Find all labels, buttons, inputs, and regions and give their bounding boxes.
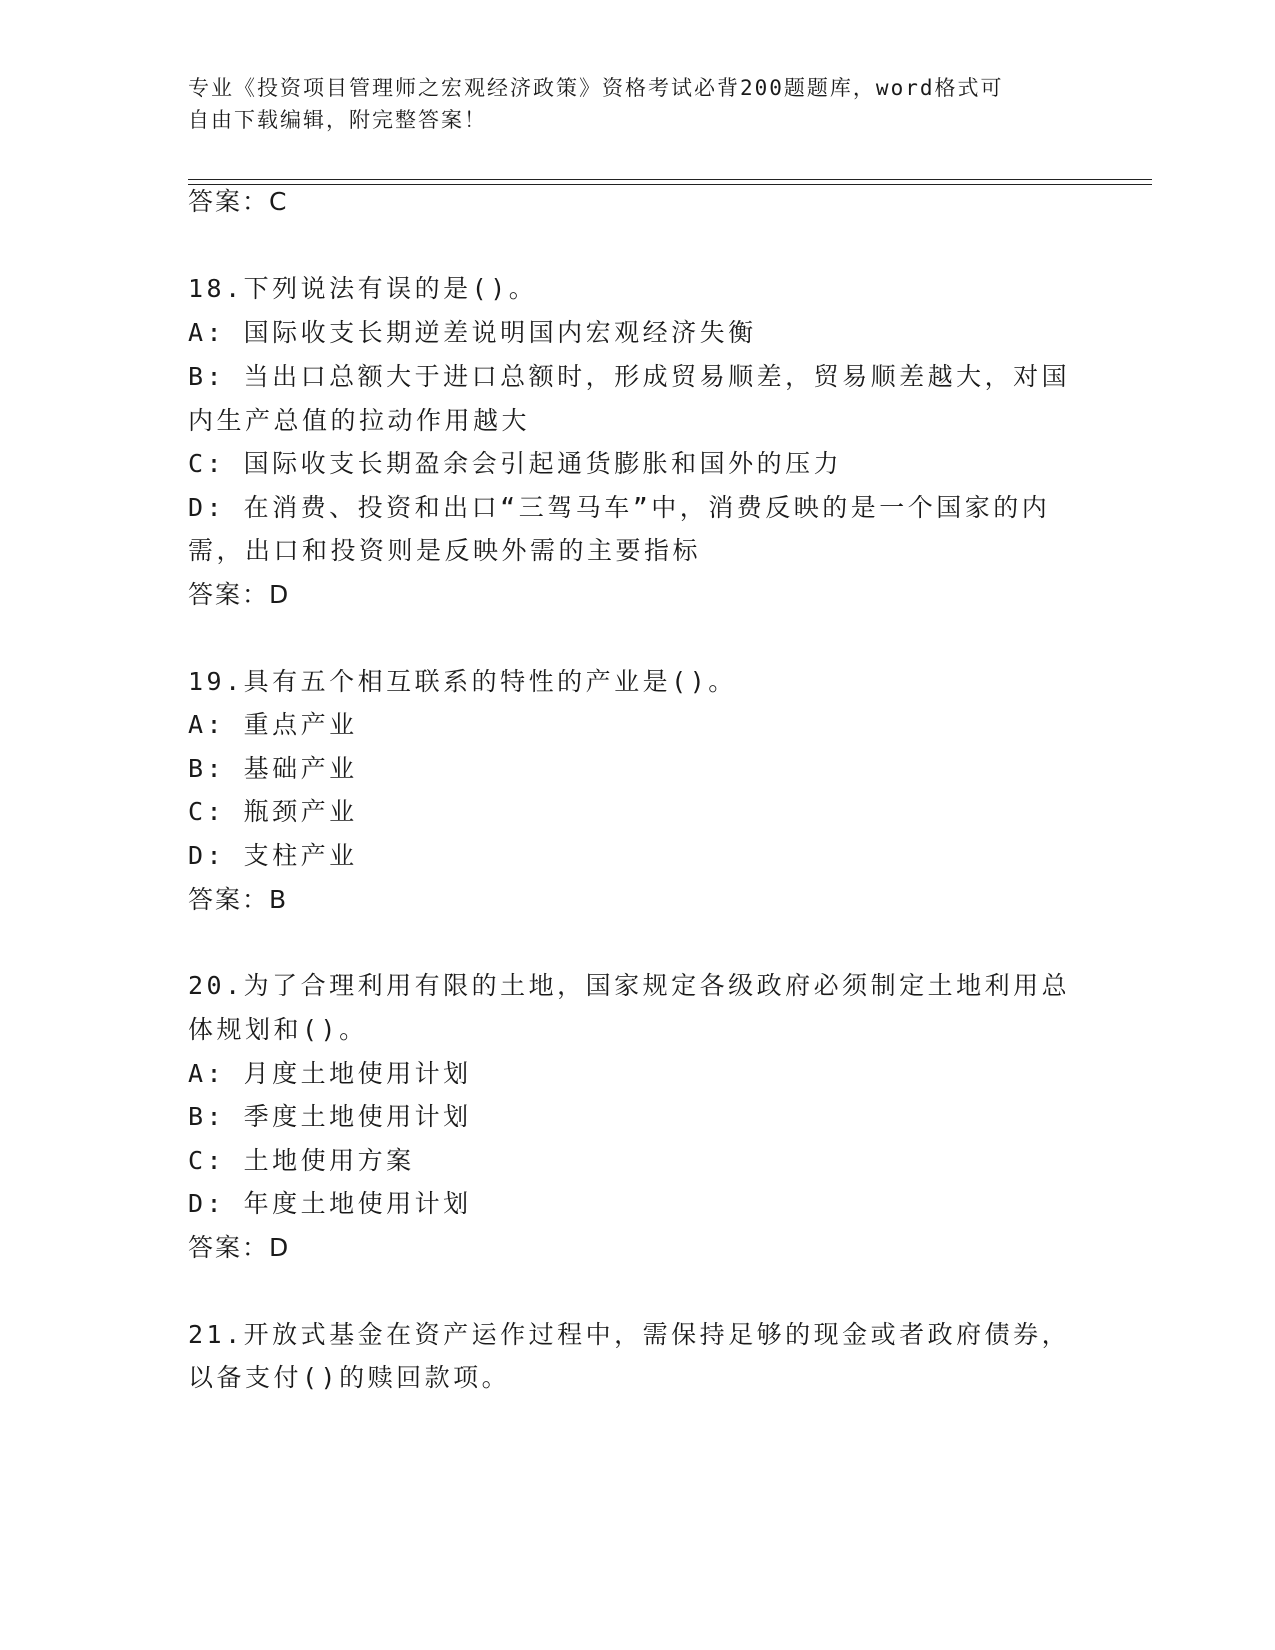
header-line-1: 专业《投资项目管理师之宏观经济政策》资格考试必背200题题库，word格式可 [188,76,1004,100]
q18-option-c: C: 国际收支长期盈余会引起通货膨胀和国外的压力 [188,449,843,478]
q18-option-b-line2: 内生产总值的拉动作用越大 [188,406,531,435]
header-divider-bottom [188,184,1152,185]
q18-option-d-line2: 需，出口和投资则是反映外需的主要指标 [188,536,702,565]
q20-option-d: D: 年度土地使用计划 [188,1189,472,1218]
q20-option-c: C: 土地使用方案 [188,1146,415,1175]
q18-answer: 答案：D [188,580,291,609]
q18-stem: 18.下列说法有误的是()。 [188,274,538,303]
q19-answer: 答案：B [188,885,289,914]
q19-option-a: A: 重点产业 [188,710,358,739]
q18-option-d-line1: D: 在消费、投资和出口“三驾马车”中，消费反映的是一个国家的内 [188,493,1051,522]
q19-option-b: B: 基础产业 [188,754,358,783]
q20-stem-line2: 体规划和()。 [188,1015,368,1044]
q18-option-a: A: 国际收支长期逆差说明国内宏观经济失衡 [188,318,757,347]
q19-option-d: D: 支柱产业 [188,841,358,870]
header-divider-top [188,179,1152,180]
q19-option-c: C: 瓶颈产业 [188,797,358,826]
q20-stem-line1: 20.为了合理利用有限的土地，国家规定各级政府必须制定土地利用总 [188,971,1071,1000]
q21-stem-line2: 以备支付()的赎回款项。 [188,1363,511,1392]
q20-option-a: A: 月度土地使用计划 [188,1059,472,1088]
q20-answer: 答案：D [188,1233,291,1262]
q19-stem: 19.具有五个相互联系的特性的产业是()。 [188,667,737,696]
q18-option-b-line1: B: 当出口总额大于进口总额时，形成贸易顺差，贸易顺差越大，对国 [188,362,1071,391]
q20-option-b: B: 季度土地使用计划 [188,1102,472,1131]
q21-stem-line1: 21.开放式基金在资产运作过程中，需保持足够的现金或者政府债券， [188,1320,1071,1349]
header-line-2: 自由下载编辑，附完整答案！ [188,108,487,132]
document-header [188,72,1068,136]
answer-q17: 答案：C [188,187,289,216]
